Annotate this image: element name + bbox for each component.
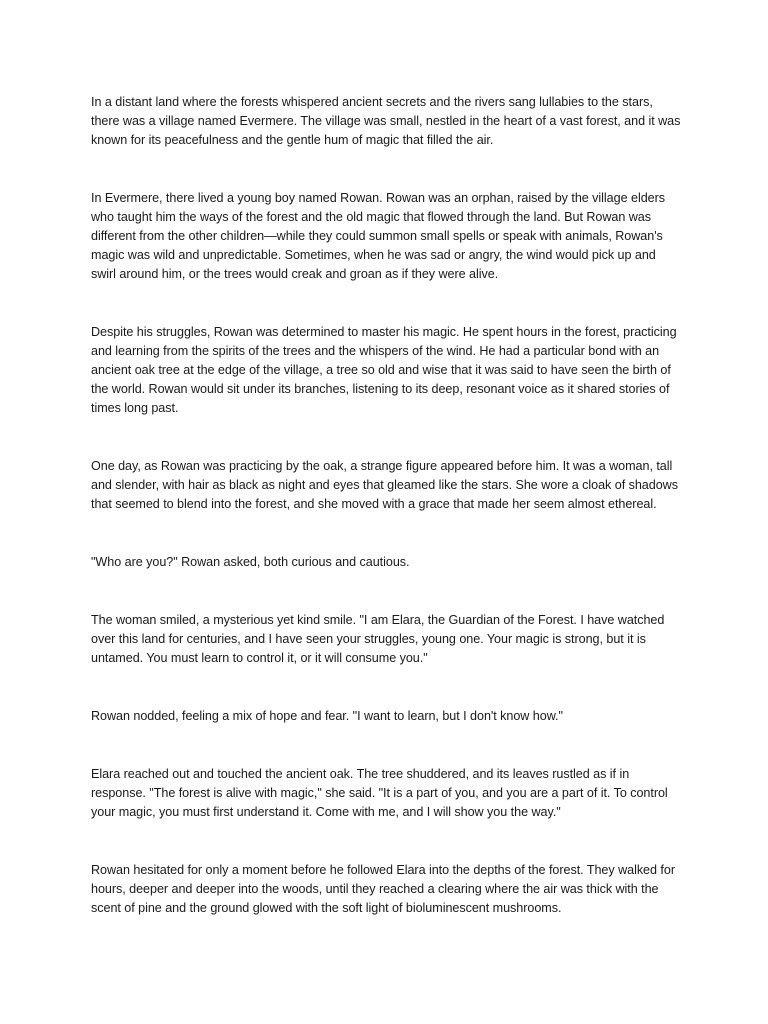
paragraph-7: Rowan nodded, feeling a mix of hope and fear. "I want to learn, but I don't know how." — [91, 709, 563, 723]
paragraph-2: In Evermere, there lived a young boy named Rowan. Rowan was an orphan, raised by the village elders who taught him the ways of the forest and the old magic that flowed through the land. But Rowan was different from the other children—while they could summon small spells or speak with animals, Rowan's magic was wild and unpredictable. Sometimes, when he was sad or angry, the wind would pick up and swirl around him, or the trees would creak and groan as if they were alive. — [91, 191, 665, 281]
paragraph-1: In a distant land where the forests whispered ancient secrets and the rivers sang lullabies to the stars, there was a village named Evermere. The village was small, nestled in the heart of a vast forest, and it was known for its peacefulness and the gentle hum of magic that filled the air. — [91, 95, 681, 147]
paragraph-8: Elara reached out and touched the ancient oak. The tree shuddered, and its leaves rustled as if in response. "The forest is alive with magic," she said. "It is a part of you, and you are a part of it. To control your magic, you must first understand it. Come with me, and I will show you the way." — [91, 767, 668, 819]
paragraph-3: Despite his struggles, Rowan was determined to master his magic. He spent hours in the forest, practicing and learning from the spirits of the trees and the whispers of the wind. He had a particular bond with an ancient oak tree at the edge of the village, a tree so old and wise that it was said to have seen the birth of the world. Rowan would sit under its branches, listening to its deep, resonant voice as it shared stories of times long past. — [91, 325, 677, 415]
main-text-column — [91, 93, 683, 918]
paragraph-4: One day, as Rowan was practicing by the oak, a strange figure appeared before him. It was a woman, tall and slender, with hair as black as night and eyes that gleamed like the stars. She wore a cloak of shadows that seemed to blend into the forest, and she moved with a grace that made her seem almost ethereal. — [91, 459, 678, 511]
paragraph-6: The woman smiled, a mysterious yet kind smile. "I am Elara, the Guardian of the Forest. I have watched over this land for centuries, and I have seen your struggles, young one. Your magic is strong, but it is untamed. You must learn to control it, or it will consume you." — [91, 613, 665, 665]
paragraph-5: "Who are you?" Rowan asked, both curious and cautious. — [91, 555, 410, 569]
paragraph-9: Rowan hesitated for only a moment before he followed Elara into the depths of the forest. They walked for hours, deeper and deeper into the woods, until they reached a clearing where the air was thick with the scent of pine and the ground glowed with the soft light of bioluminescent mushrooms. — [91, 863, 675, 915]
